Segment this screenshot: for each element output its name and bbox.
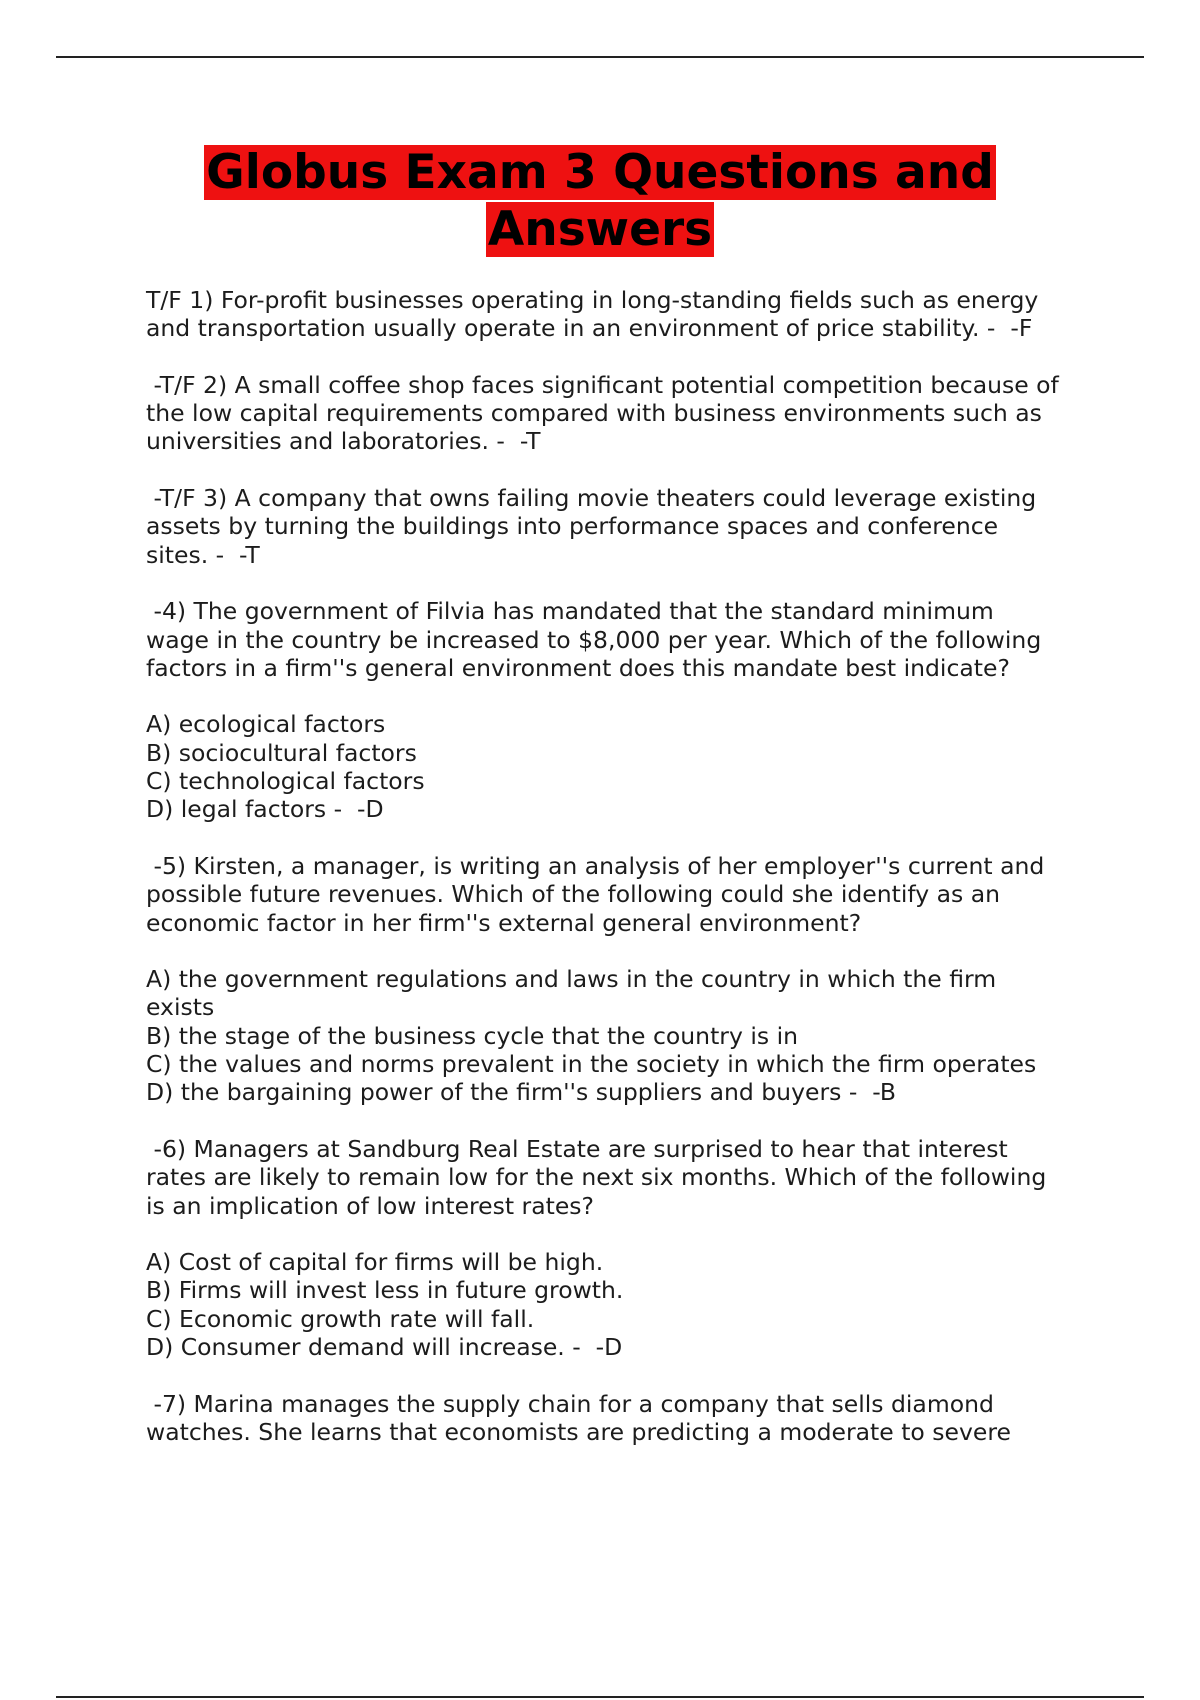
text-line: possible future revenues. Which of the following could she identify as an [146, 880, 1001, 909]
text-line: D) legal factors - -D [146, 795, 384, 824]
text-line: -5) Kirsten, a manager, is writing an analysis of her employer''s current and [146, 851, 1045, 880]
text-line: exists [146, 993, 215, 1022]
text-line: universities and laboratories. - -T [146, 427, 541, 456]
text-line: -T/F 2) A small coffee shop faces significant potential competition because of [146, 370, 1059, 399]
text-line: -6) Managers at Sandburg Real Estate are surprised to hear that interest [146, 1134, 1008, 1163]
document-title [204, 145, 996, 257]
text-line: watches. She learns that economists are predicting a moderate to severe [146, 1417, 1011, 1446]
text-line: A) ecological factors [146, 710, 386, 739]
text-paragraph [146, 1248, 1106, 1361]
text-line: D) the bargaining power of the firm''s suppliers and buyers - -B [146, 1078, 897, 1107]
text-paragraph [146, 1390, 1106, 1447]
text-line: T/F 1) For-profit businesses operating in long-standing fields such as energy [146, 286, 1039, 314]
text-paragraph [146, 1135, 1106, 1220]
text-line: B) sociocultural factors [146, 738, 417, 767]
text-line: rates are likely to remain low for the next six months. Which of the following [146, 1163, 1047, 1192]
text-line: D) Consumer demand will increase. - -D [146, 1332, 623, 1361]
text-paragraph [146, 852, 1106, 937]
text-line: factors in a firm''s general environment does this mandate best indicate? [146, 653, 1010, 682]
text-line: -T/F 3) A company that owns failing movie theaters could leverage existing [146, 484, 1037, 513]
text-line: economic factor in her firm''s external general environment? [146, 908, 862, 937]
text-line: A) Cost of capital for firms will be high. [146, 1248, 604, 1277]
text-line: -7) Marina manages the supply chain for a company that sells diamond [146, 1389, 994, 1418]
text-line: B) the stage of the business cycle that the country is in [146, 1021, 798, 1050]
text-line: B) Firms will invest less in future growth. [146, 1276, 624, 1305]
text-line: assets by turning the buildings into performance spaces and conference [146, 512, 999, 541]
title-line-2: Answers [487, 202, 713, 257]
text-line: the low capital requirements compared with business environments such as [146, 399, 1042, 428]
text-paragraph [146, 965, 1106, 1106]
text-line: C) Economic growth rate will fall. [146, 1304, 535, 1333]
text-paragraph [146, 597, 1106, 682]
document-body [146, 286, 1106, 1474]
text-line: and transportation usually operate in an environment of price stability. - -F [146, 314, 1033, 343]
text-paragraph [146, 710, 1106, 823]
footer-rule [56, 1696, 1144, 1698]
text-line: wage in the country be increased to $8,000 per year. Which of the following [146, 625, 1042, 654]
text-line: is an implication of low interest rates? [146, 1191, 595, 1220]
header-rule [56, 56, 1144, 58]
text-line: -4) The government of Filvia has mandated that the standard minimum [146, 597, 994, 626]
text-paragraph [146, 484, 1106, 569]
text-line: C) the values and norms prevalent in the society in which the firm operates [146, 1050, 1037, 1079]
text-line: sites. - -T [146, 540, 260, 569]
text-line: A) the government regulations and laws in the country in which the firm [146, 965, 997, 994]
title-line-1: Globus Exam 3 Questions and [206, 145, 994, 200]
text-paragraph [146, 371, 1106, 456]
title-block [0, 144, 1200, 258]
text-line: C) technological factors [146, 767, 425, 796]
text-paragraph [146, 286, 1106, 343]
